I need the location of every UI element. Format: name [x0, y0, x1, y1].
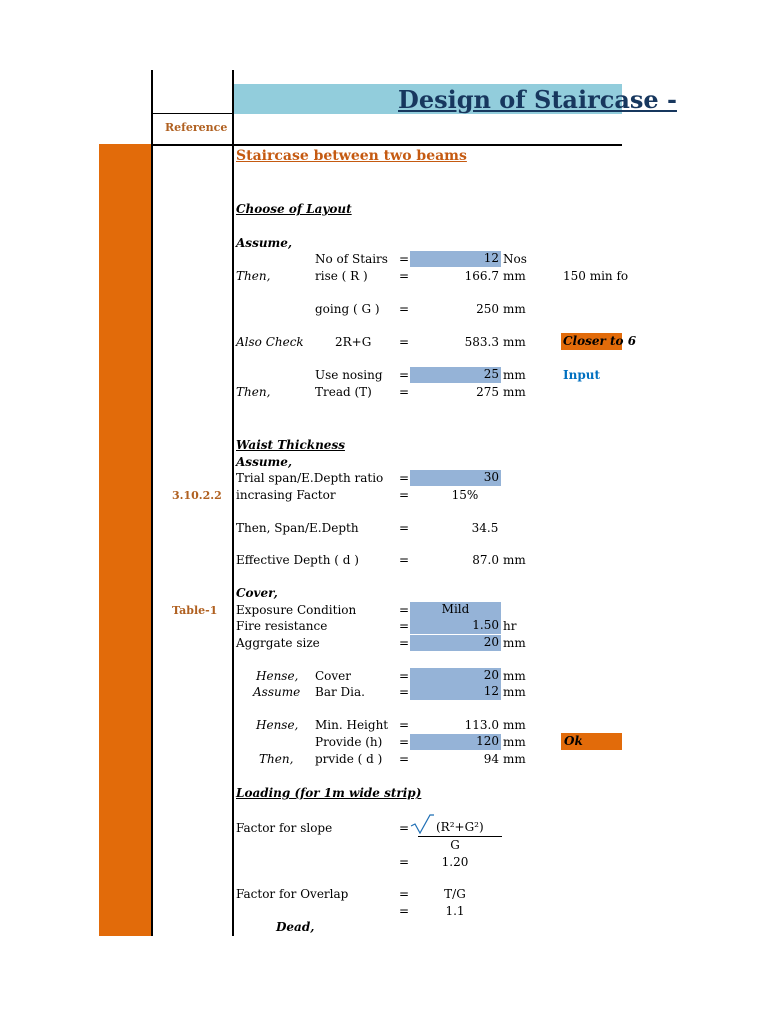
section-title: Staircase between two beams [236, 148, 467, 164]
equals-factor: = [399, 488, 410, 502]
aggregate-label: Aggrgate size [236, 636, 320, 650]
rise-label: rise ( R ) [315, 269, 368, 283]
factor-value: 15% [451, 488, 479, 502]
equals-trial: = [399, 471, 410, 485]
equals-exposure: = [399, 603, 410, 617]
fire-unit: hr [503, 619, 517, 633]
content-column-divider [232, 70, 234, 936]
trial-input[interactable]: 30 [410, 470, 501, 486]
input-note: Input [563, 368, 600, 382]
min-height-value: 113.0 [464, 718, 499, 732]
provide-label: Provide (h) [315, 735, 383, 749]
reference-header: Reference [165, 121, 228, 134]
then-label-2: Then, [236, 385, 271, 399]
equals-nosing: = [399, 368, 410, 382]
reference-column-divider [151, 70, 153, 936]
equals-rise: = [399, 269, 410, 283]
rise-value: 166.7 [464, 269, 499, 283]
waist-assume: Assume, [236, 455, 293, 469]
span-label: Then, Span/E.Depth [236, 521, 359, 535]
min-height-unit: mm [503, 718, 526, 732]
eff-depth-value: 87.0 [472, 553, 499, 567]
reference-3-10-2-2: 3.10.2.2 [172, 489, 222, 502]
going-value: 250 [476, 302, 499, 316]
square-root-icon [410, 813, 434, 835]
check-value: 583.3 [464, 335, 499, 349]
loading-heading: Loading (for 1m wide strip) [236, 786, 422, 800]
equals-slope: = [399, 821, 410, 835]
eff-depth-label: Effective Depth ( d ) [236, 553, 359, 567]
nosing-label: Use nosing [315, 368, 383, 382]
also-check-label: Also Check [236, 335, 304, 349]
rise-unit: mm [503, 269, 526, 283]
going-unit: mm [503, 302, 526, 316]
provide-input[interactable]: 120 [410, 734, 501, 750]
exposure-label: Exposure Condition [236, 603, 357, 617]
stairs-input[interactable]: 12 [410, 251, 501, 267]
eff-depth-unit: mm [503, 553, 526, 567]
reference-table-1: Table-1 [172, 604, 218, 617]
trial-label: Trial span/E.Depth ratio [236, 471, 384, 485]
provided-depth-value: 94 [483, 752, 499, 766]
stairs-unit: Nos [503, 252, 527, 266]
page-title: Design of Staircase - [398, 85, 677, 114]
equals-aggregate: = [399, 636, 410, 650]
provided-depth-label: prvide ( d ) [315, 752, 383, 766]
equals-cover: = [399, 669, 410, 683]
equals-overlap: = [399, 887, 410, 901]
ok-note-text: Ok [564, 734, 583, 748]
tread-unit: mm [503, 385, 526, 399]
equals-min-height: = [399, 718, 410, 732]
cover-input[interactable]: 20 [410, 668, 501, 684]
equals-slope-result: = [399, 855, 410, 869]
cover-heading: Cover, [236, 586, 278, 600]
exposure-input[interactable]: Mild [410, 602, 501, 618]
equals-stairs: = [399, 252, 410, 266]
tread-label: Tread (T) [315, 385, 372, 399]
equals-going: = [399, 302, 410, 316]
then-label-1: Then, [236, 269, 271, 283]
hense-label-1: Hense, [256, 669, 299, 683]
nosing-unit: mm [503, 368, 526, 382]
check-note-text: Closer to 6 [563, 334, 637, 348]
going-label: going ( G ) [315, 302, 380, 316]
aggregate-unit: mm [503, 636, 526, 650]
fire-label: Fire resistance [236, 619, 328, 633]
dead-label: Dead, [276, 920, 315, 934]
cover-label: Cover [315, 669, 352, 683]
equals-tread: = [399, 385, 410, 399]
span-value: 34.5 [471, 521, 499, 535]
tread-value: 275 [476, 385, 499, 399]
ok-note [561, 733, 622, 750]
stairs-label: No of Stairs [315, 252, 388, 266]
bar-unit: mm [503, 685, 526, 699]
equals-bar: = [399, 685, 410, 699]
check-unit: mm [503, 335, 526, 349]
check-note [561, 333, 637, 350]
equals-eff-depth: = [399, 553, 410, 567]
header-bottom-rule [152, 144, 622, 146]
then-label-3: Then, [259, 752, 294, 766]
equals-overlap-result: = [399, 904, 410, 918]
overlap-label: Factor for Overlap [236, 887, 349, 901]
provide-unit: mm [503, 735, 526, 749]
check-label: 2R+G [335, 335, 372, 349]
provided-depth-unit: mm [503, 752, 526, 766]
min-height-label: Min. Height [315, 718, 389, 732]
equals-fire: = [399, 619, 410, 633]
bar-input[interactable]: 12 [410, 684, 501, 700]
overlap-expression: T/G [444, 887, 466, 901]
aggregate-input[interactable]: 20 [410, 635, 501, 651]
equals-span: = [399, 521, 410, 535]
hense-label-2: Hense, [256, 718, 299, 732]
equals-provided-depth: = [399, 752, 410, 766]
slope-numerator: (R²+G²) [436, 820, 484, 834]
rise-note: 150 min fo [563, 269, 629, 283]
slope-denominator: G [450, 838, 460, 852]
equals-provide: = [399, 735, 410, 749]
equals-check: = [399, 335, 410, 349]
bar-label: Bar Dia. [315, 685, 365, 699]
layout-heading: Choose of Layout [236, 202, 352, 216]
slope-label: Factor for slope [236, 821, 333, 835]
nosing-input[interactable]: 25 [410, 367, 501, 383]
slope-value: 1.20 [441, 855, 469, 869]
cover-unit: mm [503, 669, 526, 683]
left-orange-band [99, 144, 152, 936]
factor-label: incrasing Factor [236, 488, 336, 502]
fire-input[interactable]: 1.50 [410, 618, 501, 634]
waist-heading: Waist Thickness [236, 438, 345, 452]
overlap-value: 1.1 [445, 904, 465, 918]
fraction-bar [418, 836, 502, 837]
layout-assume: Assume, [236, 236, 293, 250]
assume-label-2: Assume [253, 685, 301, 699]
